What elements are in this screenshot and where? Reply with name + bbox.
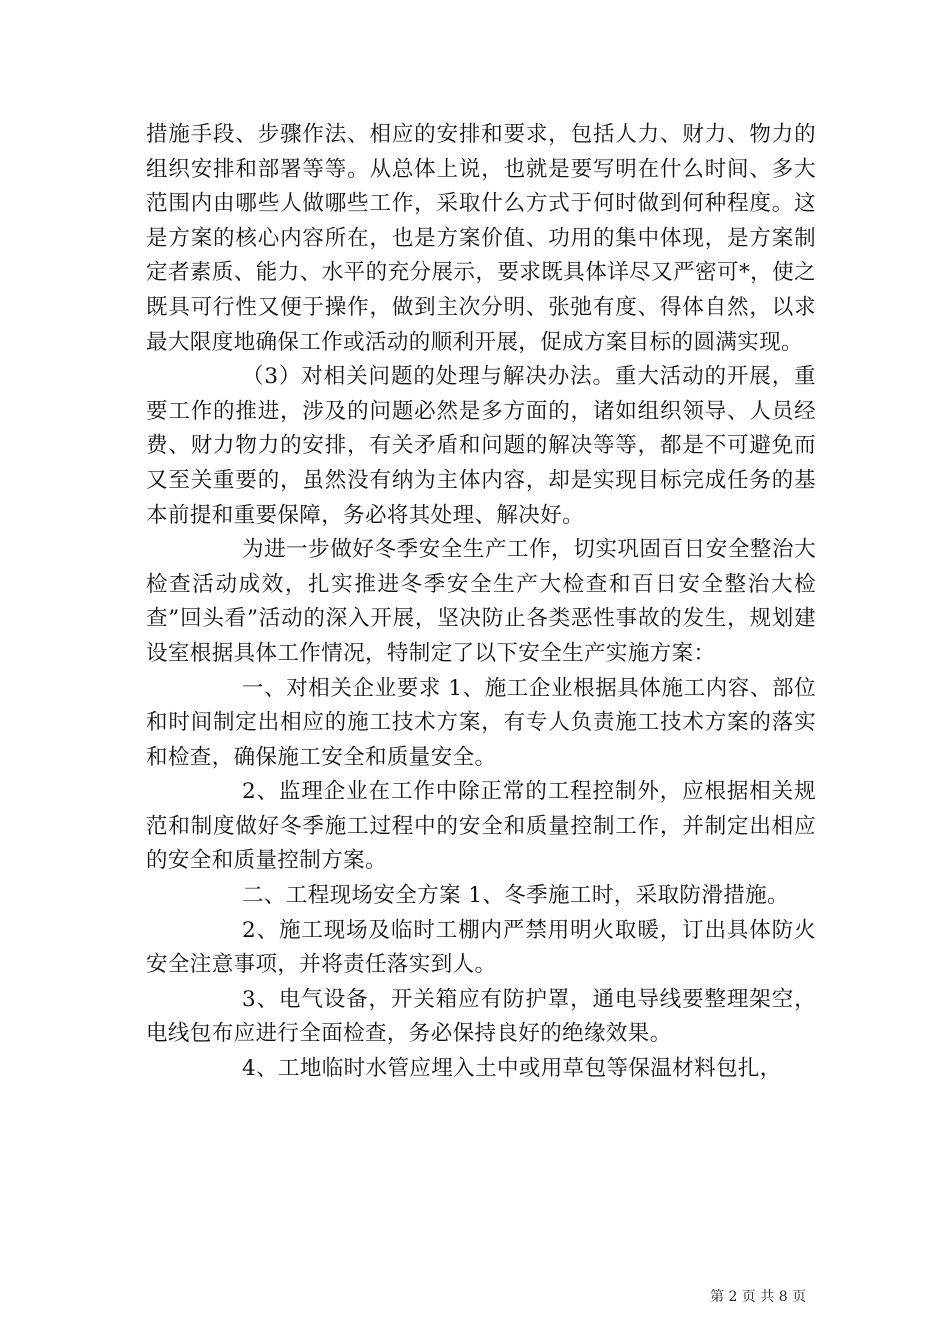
paragraph-3: 为进一步做好冬季安全生产工作，切实巩固百日安全整治大检查活动成效，扎实推进冬季安全生产大检查和百日安全整治大检查”回头看”活动的深入开展，坚决防止各类恶性事故的发生，规划建设室根据具体工作情况，特制定了以下安全生产实施方案： <box>146 537 816 666</box>
paragraph-5: 2、监理企业在工作中除正常的工程控制外，应根据相关规范和制度做好冬季施工过程中的安全和质量控制工作，并制定出相应的安全和质量控制方案。 <box>146 779 816 874</box>
document-body <box>146 118 816 1087</box>
paragraph-4: 一、对相关企业要求 1、施工企业根据具体施工内容、部位和时间制定出相应的施工技术方案，有专人负责施工技术方案的落实和检查，确保施工安全和质量安全。 <box>146 675 816 770</box>
paragraph-2: （3）对相关问题的处理与解决办法。重大活动的开展，重要工作的推进，涉及的问题必然是多方面的，诸如组织领导、人员经费、财力物力的安排，有关矛盾和问题的解决等等，都是不可避免而又至关重要的，虽然没有纳为主体内容，却是实现目标完成任务的基本前提和重要保障，务必将其处理、解决好。 <box>146 364 816 528</box>
page-number-footer: 第 2 页 共 8 页 <box>710 1289 807 1305</box>
paragraph-6: 二、工程现场安全方案 1、冬季施工时，采取防滑措施。 <box>242 883 789 909</box>
paragraph-7: 2、施工现场及临时工棚内严禁用明火取暖，订出具体防火安全注意事项，并将责任落实到人。 <box>146 917 816 978</box>
paragraph-1: 措施手段、步骤作法、相应的安排和要求，包括人力、财力、物力的组织安排和部署等等。从总体上说，也就是要写明在什么时间、多大范围内由哪些人做哪些工作，采取什么方式于何时做到何种程度。这是方案的核心内容所在，也是方案价值、功用的集中体现，是方案制定者素质、能力、水平的充分展示，要求既具体详尽又严密可*，使之既具可行性又便于操作，做到主次分明、张弛有度、得体自然，以求最大限度地确保工作或活动的顺利开展，促成方案目标的圆满实现。 <box>146 122 816 355</box>
paragraph-8: 3、电气设备，开关箱应有防护罩，通电导线要整理架空，电线包布应进行全面检查，务必保持良好的绝缘效果。 <box>146 986 816 1047</box>
paragraph-9: 4、工地临时水管应埋入土中或用草包等保温材料包扎， <box>242 1056 782 1082</box>
